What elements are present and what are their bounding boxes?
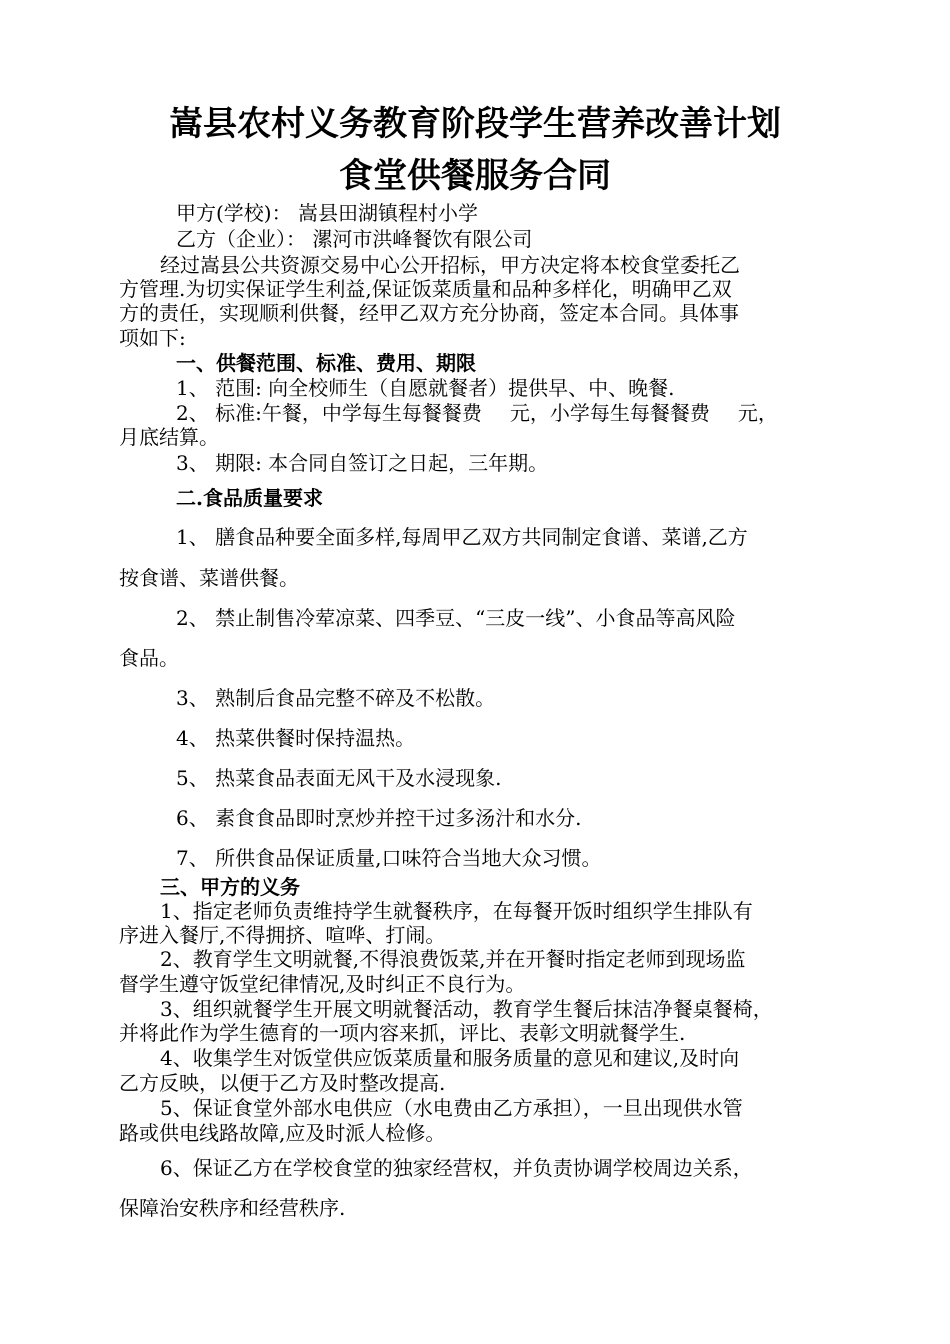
section-1-item-2-part-c: 元， bbox=[737, 401, 778, 425]
intro-line-4: 项如下: bbox=[119, 326, 186, 350]
section-2-item-4: 4、 热菜供餐时保持温热。 bbox=[176, 726, 416, 750]
section-3-p5-cont: 路或供电线路故障,应及时派人检修。 bbox=[119, 1121, 446, 1145]
section-3-p4-cont: 乙方反映，以便于乙方及时整改提高. bbox=[119, 1071, 446, 1095]
section-2-heading: 二.食品质量要求 bbox=[176, 486, 323, 510]
section-2-item-7: 7、 所供食品保证质量,口味符合当地大众习惯。 bbox=[176, 846, 602, 870]
section-3-heading: 三、甲方的义务 bbox=[160, 875, 300, 899]
section-1-item-2 bbox=[176, 401, 778, 425]
party-b: 乙方（企业）： 漯河市洪峰餐饮有限公司 bbox=[176, 227, 533, 251]
intro-line-1: 经过嵩县公共资源交易中心公开招标，甲方决定将本校食堂委托乙 bbox=[160, 253, 740, 277]
section-2-item-3: 3、 熟制后食品完整不碎及不松散。 bbox=[176, 686, 496, 710]
section-3-p4: 4、收集学生对饭堂供应饭菜质量和服务质量的意见和建议,及时向 bbox=[160, 1046, 740, 1070]
section-3-p2: 2、教育学生文明就餐,不得浪费饭菜,并在开餐时指定老师到现场监 bbox=[160, 947, 746, 971]
intro-line-2: 方管理.为切实保证学生利益,保证饭菜质量和品种多样化，明确甲乙双 bbox=[119, 277, 732, 301]
section-2-item-2: 2、 禁止制售冷荤凉菜、四季豆、“三皮一线”、小食品等高风险 bbox=[176, 606, 736, 630]
section-1-item-2-cont: 月底结算。 bbox=[119, 425, 219, 449]
section-3-p1: 1、指定老师负责维持学生就餐秩序，在每餐开饭时组织学生排队有 bbox=[160, 899, 753, 923]
section-2-item-6: 6、 素食食品即时烹炒并控干过多汤汁和水分. bbox=[176, 806, 582, 830]
section-2-item-2-cont: 食品。 bbox=[119, 646, 179, 670]
section-1-heading: 一、供餐范围、标准、费用、期限 bbox=[176, 351, 476, 375]
intro-line-3: 方的责任，实现顺利供餐，经甲乙双方充分协商，签定本合同。具体事 bbox=[119, 301, 739, 325]
section-2-item-5: 5、 热菜食品表面无风干及水浸现象. bbox=[176, 766, 502, 790]
section-3-p1-cont: 序进入餐厅,不得拥挤、喧哗、打闹。 bbox=[119, 923, 446, 947]
section-2-item-1-cont: 按食谱、菜谱供餐。 bbox=[119, 566, 299, 590]
section-1-item-1: 1、 范围: 向全校师生（自愿就餐者）提供早、中、晚餐. bbox=[176, 376, 675, 400]
section-3-p2-cont: 督学生遵守饭堂纪律情况,及时纠正不良行为。 bbox=[119, 972, 526, 996]
party-a: 甲方(学校)： 嵩县田湖镇程村小学 bbox=[176, 201, 478, 225]
section-3-p3: 3、组织就餐学生开展文明就餐活动，教育学生餐后抹洁净餐桌餐椅， bbox=[160, 997, 773, 1021]
document-title-line-1: 嵩县农村义务教育阶段学生营养改善计划 bbox=[169, 104, 781, 144]
section-3-p6: 6、保证乙方在学校食堂的独家经营权，并负责协调学校周边关系， bbox=[160, 1156, 753, 1180]
section-3-p6-cont: 保障治安秩序和经营秩序. bbox=[119, 1196, 346, 1220]
document-title-line-2: 食堂供餐服务合同 bbox=[339, 156, 611, 196]
section-1-item-2-part-a: 2、 标准:午餐，中学每生每餐餐费 bbox=[176, 401, 482, 425]
section-3-p5: 5、保证食堂外部水电供应（水电费由乙方承担），一旦出现供水管 bbox=[160, 1096, 743, 1120]
section-1-item-2-part-b: 元，小学每生每餐餐费 bbox=[509, 401, 710, 425]
section-3-p3-cont: 并将此作为学生德育的一项内容来抓，评比、表彰文明就餐学生. bbox=[119, 1021, 686, 1045]
section-1-item-3: 3、 期限: 本合同自签订之日起，三年期。 bbox=[176, 451, 549, 475]
section-2-item-1: 1、 膳食品种要全面多样,每周甲乙双方共同制定食谱、菜谱,乙方 bbox=[176, 525, 748, 549]
